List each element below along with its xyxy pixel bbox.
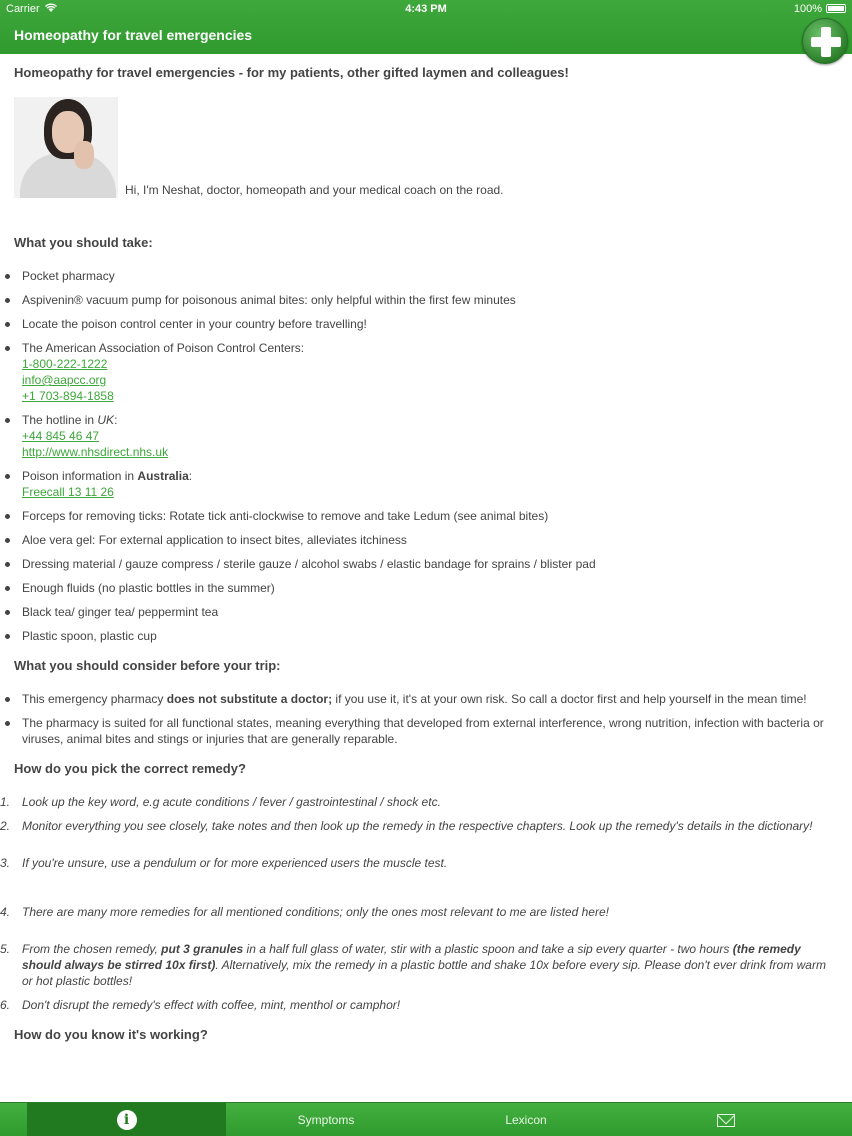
- section-heading-pick: How do you pick the correct remedy?: [14, 761, 246, 776]
- tab-lexicon[interactable]: Lexicon: [505, 1113, 547, 1127]
- list-item: Locate the poison control center in your country before travelling!: [14, 316, 838, 332]
- intro-section: [14, 97, 838, 198]
- top-bar: [0, 0, 852, 54]
- aapcc-label: The American Association of Poison Control Centers:: [22, 341, 305, 355]
- info-icon: i: [117, 1110, 137, 1130]
- tab-symptoms[interactable]: Symptoms: [297, 1113, 355, 1127]
- battery-icon: [826, 4, 846, 13]
- list-item: 3. If you're unsure, use a pendulum or for more experienced users the muscle test.: [0, 856, 448, 870]
- list-item: 5. From the chosen remedy, put 3 granules in a half full glass of water, stir with a plastic spoon and take a sip every quarter - two hours (the remedy should always be stirred 10x first). Alternatively, mix the remedy in a plastic bottle and shake 10x before every sip. Please don't ever drink from warm or hot plastic bottles!: [0, 942, 826, 988]
- remedy-steps: [0, 794, 838, 1013]
- list-item: 2. Monitor everything you see closely, take notes and then look up the remedy in the respective chapters. Look up the remedy's details in the dictionary!: [0, 819, 813, 833]
- battery-level: 100%: [793, 3, 822, 15]
- uk-phone-link[interactable]: +44 845 46 47: [22, 429, 100, 443]
- section-heading-take: What you should take:: [14, 235, 153, 250]
- list-item: Forceps for removing ticks: Rotate tick anti-clockwise to remove and take Ledum (see animal bites): [14, 508, 838, 524]
- tab-bar: [0, 1102, 852, 1136]
- take-list: [14, 268, 838, 644]
- list-item: The pharmacy is suited for all functional states, meaning everything that developed from external interference, wrong nutrition, infection with bacteria or viruses, animal bites and stings or injuries that are generally reparable.: [14, 715, 838, 747]
- status-time: 4:43 PM: [405, 3, 447, 15]
- nav-title: Homeopathy for travel emergencies: [14, 27, 253, 43]
- carrier-label: Carrier: [6, 3, 40, 15]
- tab-mail[interactable]: [626, 1103, 826, 1136]
- list-item: This emergency pharmacy does not substitute a doctor; if you use it, it's at your own risk. So call a doctor first and help yourself in the mean time!: [14, 691, 838, 707]
- aapcc-phone-link[interactable]: 1-800-222-1222: [22, 357, 108, 371]
- aapcc-phone2-link[interactable]: +1 703-894-1858: [22, 389, 114, 403]
- section-heading-consider: What you should consider before your trip:: [14, 658, 281, 673]
- tab-info[interactable]: [27, 1103, 226, 1136]
- list-item: 1. Look up the key word, e.g acute conditions / fever / gastrointestinal / shock etc.: [0, 795, 441, 809]
- list-item: The hotline in UK: +44 845 46 47 http://www.nhsdirect.nhs.uk: [14, 412, 838, 460]
- list-item: Black tea/ ginger tea/ peppermint tea: [14, 604, 838, 620]
- list-item: Plastic spoon, plastic cup: [14, 628, 838, 644]
- section-heading-working: How do you know it's working?: [14, 1027, 208, 1042]
- list-item: Pocket pharmacy: [14, 268, 838, 284]
- aapcc-email-link[interactable]: info@aapcc.org: [22, 373, 107, 387]
- list-item: Aspivenin® vacuum pump for poisonous animal bites: only helpful within the first few minutes: [14, 292, 838, 308]
- au-phone-link[interactable]: Freecall 13 11 26: [22, 485, 114, 499]
- list-item: Enough fluids (no plastic bottles in the summer): [14, 580, 838, 596]
- uk-url-link[interactable]: http://www.nhsdirect.nhs.uk: [22, 445, 169, 459]
- content-scroll[interactable]: [0, 54, 852, 1102]
- list-item: Poison information in Australia: Freecall 13 11 26: [14, 468, 838, 500]
- author-portrait: [14, 97, 118, 198]
- list-item: 4. There are many more remedies for all mentioned conditions; only the ones most relevant to me are listed here!: [0, 905, 609, 919]
- list-item: 6. Don't disrupt the remedy's effect with coffee, mint, menthol or camphor!: [0, 998, 401, 1012]
- intro-text: Hi, I'm Neshat, doctor, homeopath and your medical coach on the road.: [125, 183, 504, 197]
- page-title: Homeopathy for travel emergencies - for my patients, other gifted laymen and colleagues!: [14, 65, 569, 80]
- list-item: Dressing material / gauze compress / sterile gauze / alcohol swabs / elastic bandage for sprains / blister pad: [14, 556, 838, 572]
- consider-list: [14, 691, 838, 747]
- list-item: [14, 340, 838, 404]
- mail-icon: [717, 1114, 735, 1127]
- status-bar: [0, 0, 852, 18]
- list-item: Aloe vera gel: For external application to insect bites, alleviates itchiness: [14, 532, 838, 548]
